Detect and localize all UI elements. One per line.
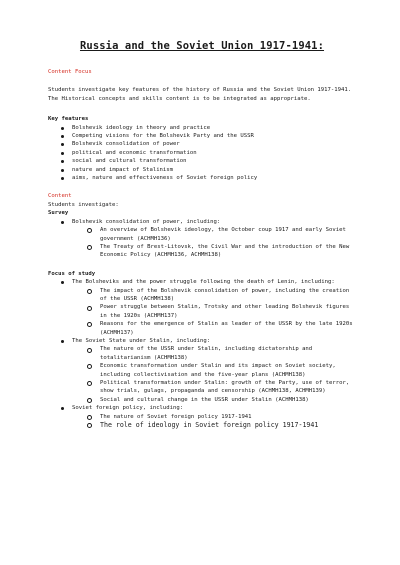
bullet-icon [61, 340, 64, 343]
survey-list [48, 218, 356, 260]
sub-list-item: The Treaty of Brest-Litovsk, the Civil War and the introduction of the New Economic Policy (ACHMH136, ACHMH138) [86, 243, 356, 260]
sub-list-item: The nature of Soviet foreign policy 1917-1941 [86, 413, 356, 421]
key-features-heading: Key features [48, 116, 89, 123]
bullet-icon [61, 221, 64, 224]
bullet-icon [61, 152, 64, 155]
list-item: social and cultural transformation [48, 157, 356, 165]
list-item: Bolshevik consolidation of power [48, 140, 356, 148]
bullet-icon [61, 143, 64, 146]
sub-list-item: Power struggle between Stalin, Trotsky and other leading Bolshevik figures in the 1920s (ACHMH137) [86, 303, 356, 320]
focus-sublist [86, 345, 356, 404]
bullet-icon [61, 177, 64, 180]
content-intro: Students investigate: [48, 201, 119, 208]
list-item: Bolshevik consolidation of power, including: An overview of Bolshevik ideology, the October coup 1917 and early Soviet government (ACHMH136) The Treaty of Brest-Litovsk, the Civil War and the introduction of the New Economic Policy (ACHMH136, ACHMH138) [48, 218, 356, 260]
hollow-bullet-icon [87, 306, 92, 311]
sub-list-item: The impact of the Bolshevik consolidation of power, including the creation of the USSR (ACHMH138) [86, 287, 356, 304]
hollow-bullet-icon [87, 348, 92, 353]
sub-list-item: Social and cultural change in the USSR under Stalin (ACHMH138) [86, 396, 356, 404]
focus-sublist [86, 413, 356, 430]
bullet-icon [61, 169, 64, 172]
hollow-bullet-icon [87, 289, 92, 294]
sub-list-item: The role of ideology in Soviet foreign policy 1917-1941 [86, 421, 356, 430]
sub-list-item: An overview of Bolshevik ideology, the October coup 1917 and early Soviet government (ACHMH136) [86, 226, 356, 243]
page-title: Russia and the Soviet Union 1917-1941: [79, 40, 325, 52]
bullet-icon [61, 407, 64, 410]
list-item: Bolshevik ideology in theory and practice [48, 124, 356, 132]
hollow-bullet-icon [87, 322, 92, 327]
list-item: Competing visions for the Bolshevik Party and the USSR [48, 132, 356, 140]
sub-list-item: Economic transformation under Stalin and its impact on Soviet society, including collectivisation and the five-year plans (ACHMH138) [86, 362, 356, 379]
hollow-bullet-icon [87, 423, 92, 428]
list-item: The Bolsheviks and the power struggle following the death of Lenin, including: The impact of the Bolshevik consolidation of power, including the creation of the USSR (ACHMH138) Power struggle between Stalin, Trotsky and other leading Bolshevik figures in the 1920s (ACHMH137) Reasons for the emergence of Stalin as leader of the USSR by the late 1920s (ACHMH137) [48, 278, 356, 337]
content-heading: Content [48, 193, 72, 200]
key-features-list [48, 124, 356, 183]
sub-list-item: Reasons for the emergence of Stalin as leader of the USSR by the late 1920s (ACHMH137) [86, 320, 356, 337]
bullet-icon [61, 127, 64, 130]
survey-heading: Survey [48, 210, 69, 217]
bullet-icon [61, 135, 64, 138]
content-focus-text: Students investigate key features of the history of Russia and the Soviet Union 1917-1941. The Historical concepts and skills content is to be integrated as appropriate. [48, 87, 352, 102]
bullet-icon [61, 160, 64, 163]
sub-list-item: Political transformation under Stalin: growth of the Party, use of terror, show trials, gulags, propaganda and censorship (ACHMH138, ACHMH139) [86, 379, 356, 396]
focus-sublist [86, 287, 356, 337]
focus-heading: Focus of study [48, 270, 96, 277]
content-focus-heading: Content Focus [48, 69, 92, 75]
focus-list [48, 278, 356, 430]
hollow-bullet-icon [87, 415, 92, 420]
list-item: political and economic transformation [48, 149, 356, 157]
list-item: Soviet foreign policy, including: The nature of Soviet foreign policy 1917-1941 The role of ideology in Soviet foreign policy 1917-1941 [48, 404, 356, 430]
bullet-icon [61, 281, 64, 284]
list-item: nature and impact of Stalinism [48, 166, 356, 174]
survey-sublist [86, 226, 356, 260]
hollow-bullet-icon [87, 245, 92, 250]
list-item: The Soviet State under Stalin, including: The nature of the USSR under Stalin, including dictatorship and totalitarianism (ACHMH138) Economic transformation under Stalin and its impact on Soviet society, including collectivisation and the five-year plans (ACHMH138) Political transformation under Stalin: growth of the Party, use of terror, show trials, gulags, propaganda and censorship (ACHMH138, ACHMH139) Social and cultural change in the USSR under Stalin (ACHMH138) [48, 337, 356, 404]
sub-list-item: The nature of the USSR under Stalin, including dictatorship and totalitarianism (ACHMH138) [86, 345, 356, 362]
hollow-bullet-icon [87, 381, 92, 386]
hollow-bullet-icon [87, 228, 92, 233]
list-item: aims, nature and effectiveness of Soviet foreign policy [48, 174, 356, 182]
hollow-bullet-icon [87, 364, 92, 369]
hollow-bullet-icon [87, 398, 92, 403]
